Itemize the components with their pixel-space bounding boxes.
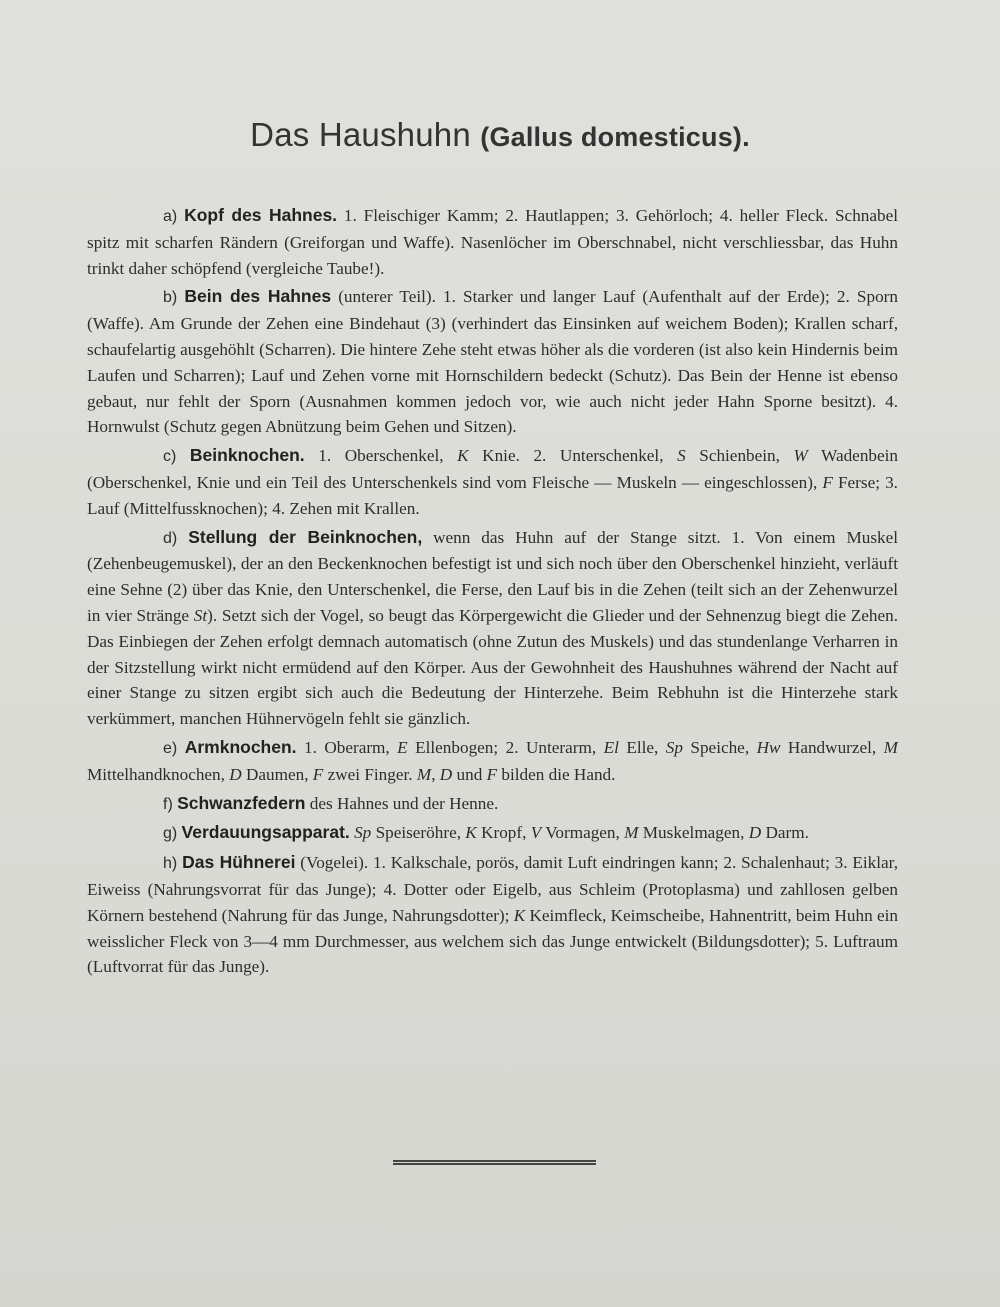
closing-double-rule <box>393 1160 596 1165</box>
section-text: Ferse; 3. Lauf (Mittelfussknochen); 4. Zehen mit Krallen. <box>87 472 898 518</box>
section-text: 1. Oberschenkel, <box>304 446 458 466</box>
section-text: Knie. 2. Unterschenkel, <box>468 446 678 466</box>
section-letter: e) <box>163 739 178 757</box>
section-letter: h) <box>163 855 178 873</box>
section-text: 1. Oberarm, <box>296 737 398 757</box>
section-text: , <box>431 764 440 784</box>
figure-symbol: F <box>822 472 833 492</box>
section-text: Speiseröhre, <box>371 823 466 843</box>
figure-symbol: D <box>748 823 762 843</box>
section-letter: g) <box>163 825 178 843</box>
section-text: Mittelhandknochen, <box>87 764 230 784</box>
title-main: Das Haushuhn <box>250 116 481 153</box>
figure-symbol: St <box>193 605 208 625</box>
section-heading: Stellung der Beinknochen, <box>188 526 423 547</box>
section-text: Kropf, <box>476 823 531 843</box>
section-text: wenn das Huhn auf der Stange sitzt. 1. Von einem Muskel (Zehenbeugemuskel), der an den Beckenknochen befestigt ist und sich noch über den Oberschenkel hinzieht, verläuft eine Sehne (2) über das Knie, den Unterschenkel, die Ferse, den Lauf bis in die Zehen (teilt sich an der Zehenwurzel in vier Stränge <box>87 527 899 625</box>
section-text: bilden die Hand. <box>497 764 616 784</box>
section-text: Daumen, <box>241 764 313 784</box>
section-heading: Schwanzfedern <box>177 792 306 813</box>
figure-symbol: E <box>397 737 408 757</box>
figure-symbol: Sp <box>354 823 372 843</box>
figure-symbol: F <box>312 764 324 784</box>
section-text: Wadenbein (Oberschenkel, Knie und ein Teil des Unterschenkels sind vom Fleische — Muskeln — eingeschlossen), <box>87 446 898 492</box>
page-title <box>0 116 1000 154</box>
section-text: Darm. <box>761 823 809 843</box>
section-letter: c) <box>163 448 177 466</box>
figure-symbol: M <box>416 764 432 784</box>
body-text <box>87 203 898 983</box>
section-text: Vormagen, <box>541 823 625 843</box>
section-paragraph <box>87 203 898 281</box>
section-paragraph <box>87 820 898 847</box>
figure-symbol: El <box>603 737 619 757</box>
section-text: Muskelmagen, <box>638 823 749 843</box>
figure-symbol: K <box>465 823 477 843</box>
section-heading: Kopf des Hahnes. <box>184 205 338 225</box>
section-text: (Vogelei). 1. Kalkschale, porös, damit Luft eindringen kann; 2. Schalenhaut; 3. Eiklar, Eiweiss (Nahrungsvorrat für das Junge); 4. Dotter oder Eigelb, aus Schleim (Protoplasma) und zahllosen gelben Körnern bestehend (Nahrung für das Junge, Nahrungsdotter); <box>87 853 899 925</box>
section-text: ). Setzt sich der Vogel, so beugt das Körpergewicht die Glieder und der Sehnenzug biegt die Zehen. Das Einbiegen der Zehen erfolgt demnach automatisch (ohne Zutun des Muskels) und das stundenlange Verharren in der Sitzstellung wirkt nicht ermüdend auf den Körper. Aus der Gewohnheit des Haushuhnes während der Nacht auf einer Stange zu sitzen ergibt sich auch die Bedeutung der Hinterzehe. Beim Rebhuhn ist die Hinterzehe stark verkümmert, manchen Hühnervögeln fehlt sie gänzlich. <box>87 605 898 729</box>
figure-symbol: M <box>883 737 898 757</box>
section-text: des Hahnes und der Henne. <box>305 793 499 813</box>
figure-symbol: K <box>457 446 469 466</box>
section-paragraph <box>87 791 898 818</box>
section-text: zwei Finger. <box>323 764 417 784</box>
section-letter: a) <box>163 208 178 225</box>
section-text: Keimfleck, Keimscheibe, Hahnentritt, beim Huhn ein weisslicher Fleck von 3—4 mm Durchmesser, aus welchem sich das Junge entwickelt (Bildungsdotter); 5. Luftraum (Luftvorrat für das Junge). <box>87 905 898 977</box>
section-paragraph <box>87 284 898 440</box>
section-text: Speiche, <box>682 737 757 757</box>
figure-symbol: W <box>793 446 808 466</box>
section-heading: Das Hühnerei <box>182 852 296 873</box>
section-letter: b) <box>163 289 178 307</box>
section-letter: f) <box>163 795 173 813</box>
section-text: Schienbein, <box>685 446 794 466</box>
figure-symbol: M <box>624 823 639 843</box>
figure-symbol: K <box>513 905 526 925</box>
section-paragraph <box>87 525 898 732</box>
section-heading: Verdauungsapparat. <box>181 822 350 843</box>
section-text: 1. Fleischiger Kamm; 2. Hautlappen; 3. Gehörloch; 4. heller Fleck. Schnabel spitz mit scharfen Rändern (Greiforgan und Waffe). Nasenlöcher im Oberschnabel, nicht verschliessbar, das Huhn trinkt daher schöpfend (vergleiche Taube!). <box>87 206 899 278</box>
figure-symbol: Sp <box>665 737 683 757</box>
section-text: und <box>452 764 487 784</box>
figure-symbol: F <box>486 764 498 784</box>
section-text: Handwurzel, <box>780 737 884 757</box>
section-paragraph <box>87 735 898 788</box>
section-text: Elle, <box>618 737 666 757</box>
figure-symbol: D <box>229 764 242 784</box>
title-latin-name: (Gallus domesticus). <box>480 122 750 152</box>
section-text: Ellenbogen; 2. Unterarm, <box>407 737 604 757</box>
figure-symbol: Hw <box>756 737 781 757</box>
section-text: (unterer Teil). 1. Starker und langer Lauf (Aufenthalt auf der Erde); 2. Sporn (Waffe). Am Grunde der Zehen eine Bindehaut (3) (verhindert das Einsinken auf weichem Boden); Krallen scharf, schaufelartig ausgehöhlt (Scharren). Die hintere Zehe steht etwas höher als die vorderen (ist also kein Hindernis beim Laufen und Scharren); Lauf und Zehen vorne mit Hornschildern bedeckt (Schutz). Das Bein der Henne ist ebenso gebaut, nur fehlt der Sporn (Ausnahmen kommen jedoch vor, wie auch nicht jeder Hahn Sporne besitzt). 4. Hornwulst (Schutz gegen Abnützung beim Gehen und Sitzen). <box>87 287 898 437</box>
section-paragraph <box>87 850 898 980</box>
section-heading: Armknochen. <box>184 736 297 757</box>
figure-symbol: S <box>677 446 686 466</box>
section-letter: d) <box>163 529 178 547</box>
section-heading: Beinknochen. <box>189 445 305 466</box>
section-paragraph <box>87 443 898 521</box>
figure-symbol: V <box>530 823 542 843</box>
figure-symbol: D <box>439 764 453 784</box>
section-heading: Bein des Hahnes <box>184 286 332 307</box>
